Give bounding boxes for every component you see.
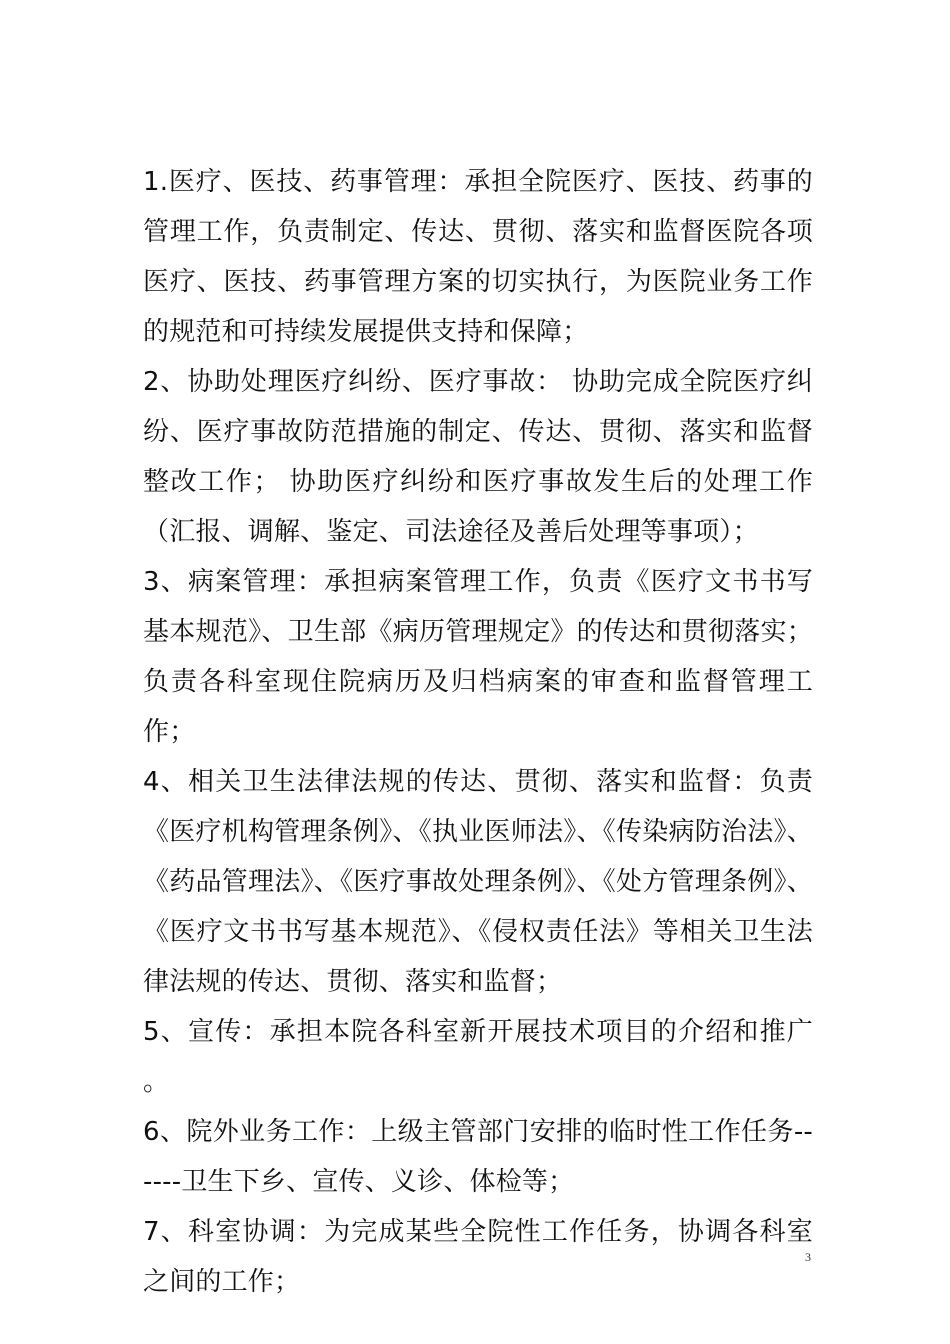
paragraph-case-records: 3、病案管理：承担病案管理工作，负责《医疗文书书写基本规范》、卫生部《病历管理规定》的传达和贯彻落实；负责各科室现住院病历及归档病案的审查和监督管理工作； bbox=[143, 567, 813, 747]
paragraph-publicity: 5、宣传：承担本院各科室新开展技术项目的介绍和推广 。 bbox=[143, 1017, 813, 1097]
paragraph-dispute-handling: 2、协助处理医疗纠纷、医疗事故： 协助完成全院医疗纠纷、医疗事故防范措施的制定、传达、贯彻、落实和监督整改工作； 协助医疗纠纷和医疗事故发生后的处理工作（汇报、调解、鉴定、司法途径及善后处理等事项）； bbox=[143, 367, 813, 547]
paragraph-external-work: 6、院外业务工作：上级主管部门安排的临时性工作任务------卫生下乡、宣传、义诊、体检等； bbox=[143, 1117, 813, 1197]
paragraph-health-laws: 4、相关卫生法律法规的传达、贯彻、落实和监督：负责《医疗机构管理条例》、《执业医师法》、《传染病防治法》、《药品管理法》、《医疗事故处理条例》、《处方管理条例》、《医疗文书书写基本规范》、《侵权责任法》等相关卫生法律法规的传达、贯彻、落实和监督； bbox=[143, 767, 813, 997]
document-body bbox=[143, 157, 813, 1307]
page-number: 3 bbox=[805, 1250, 811, 1264]
paragraph-coordination: 7、科室协调：为完成某些全院性工作任务，协调各科室之间的工作； bbox=[143, 1217, 813, 1297]
paragraph-medical-management: 1.医疗、医技、药事管理：承担全院医疗、医技、药事的管理工作，负责制定、传达、贯彻、落实和监督医院各项医疗、医技、药事管理方案的切实执行，为医院业务工作的规范和可持续发展提供支持和保障； bbox=[143, 167, 813, 347]
